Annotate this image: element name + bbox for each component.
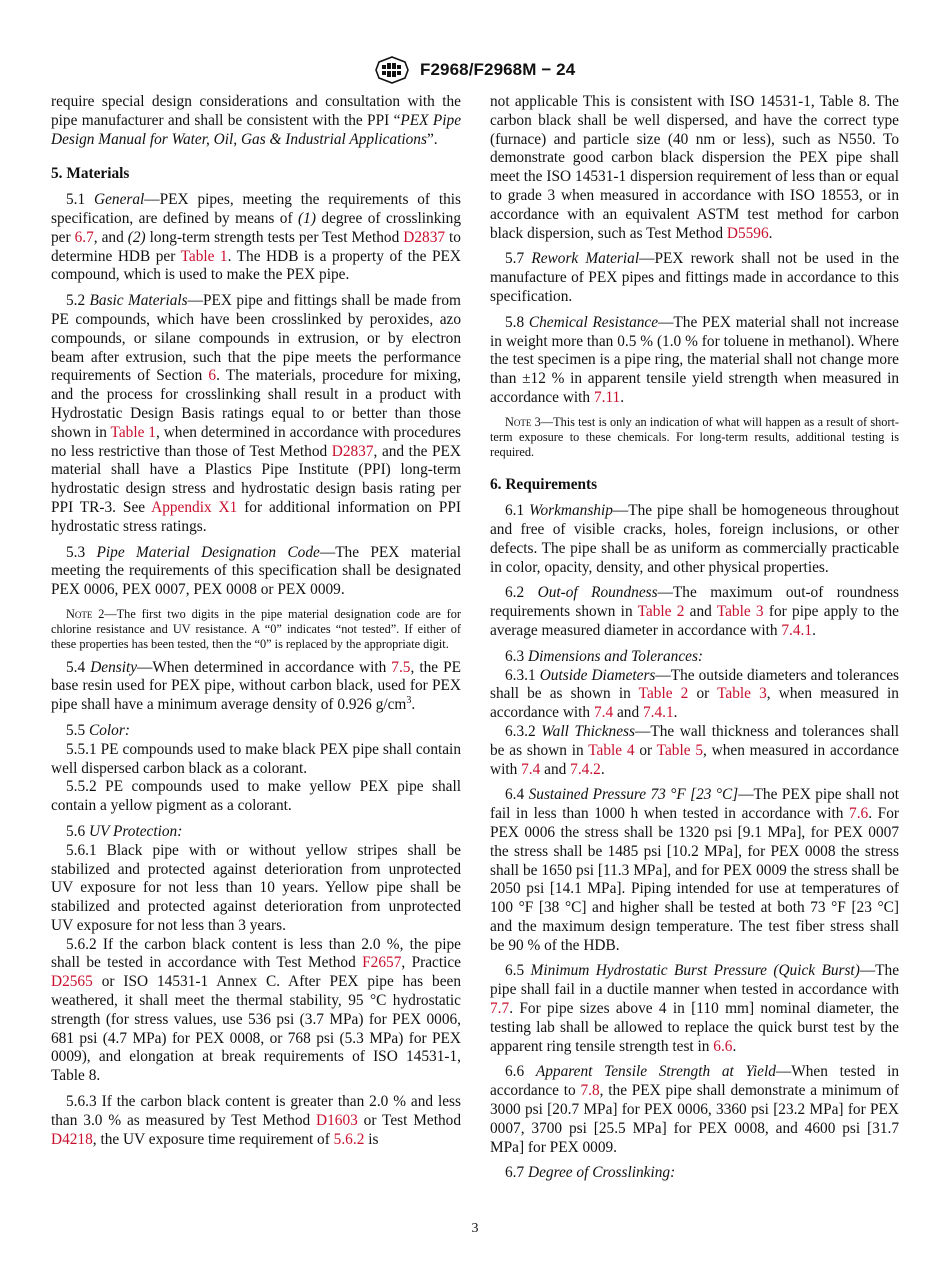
link-6-6[interactable]: 6.6	[713, 1037, 733, 1055]
link-7-4[interactable]: 7.4	[593, 704, 614, 722]
page-number: 3	[471, 1221, 479, 1236]
section-6-3-1: 6.3.1 Outside Diameters—The outside diameters and tolerances shall be as shown in Table 2 or Table 3, when measured in accordance with 7.4 and 7.4.1.	[490, 666, 900, 722]
standard-designation: F2968/F2968M − 24	[420, 60, 576, 79]
link-d2837[interactable]: D2837	[403, 228, 446, 246]
section-5-5-1: 5.5.1 PE compounds used to make black PEX pipe shall contain well dispersed carbon black as a colorant.	[51, 740, 461, 777]
page-header	[0, 56, 950, 84]
link-table-3[interactable]: Table 3	[716, 603, 764, 621]
link-5-6-2[interactable]: 5.6.2	[333, 1130, 365, 1148]
section-6-4: 6.4 Sustained Pressure 73 °F [23 °C]—The PEX pipe shall not fail in less than 1000 h when tested in accordance with 7.6. For PEX 0006 the stress shall be 1320 psi [9.1 MPa], for PEX 0007 the stress shall be 1485 psi [10.2 MPa], for PEX 0008 the stress shall be 1650 psi [11.3 MPa], and for PEX 0009 the stress shall be 2050 psi [14.1 MPa]. Piping intended for use at temperatures of 100 °F [38 °C] and higher shall be tested at both 73 °F [23 °C] and the maximum design temperature. The test fiber stress shall be 90 % of the HDB.	[490, 786, 900, 954]
link-7-4-2[interactable]: 7.4.2	[570, 760, 601, 778]
link-6-7[interactable]: 6.7	[74, 228, 94, 246]
paragraph-intro: require special design considerations and consultation with the pipe manufacturer and shall be consistent with the PPI “PEX Pipe Design Manual for Water, Oil, Gas & Industrial Applications”.	[51, 93, 461, 148]
section-5-6-3-continued: not applicable This is consistent with ISO 14531-1, Table 8. The carbon black shall be well dispersed, and have the correct type (furnace) and particle size (40 nm or less), such as N550. To demonstrate good carbon black dispersion the PEX pipe shall meet the ISO 14531-1 dispersion requirement of less than or equal to grade 3 when measured in accordance with ISO 18553, or in accordance with an equivalent ASTM test method for carbon black dispersion, such as Test Method D5596.	[490, 93, 899, 242]
section-5-6-3: 5.6.3 If the carbon black content is greater than 2.0 % and less than 3.0 % as measured by Test Method D1603 or Test Method D4218, the UV exposure time requirement of 5.6.2 is	[51, 1093, 461, 1148]
left-column	[51, 93, 461, 1156]
link-f2657[interactable]: F2657	[362, 954, 402, 972]
section-5-6: 5.6 UV Protection:	[66, 822, 183, 840]
link-table-1[interactable]: Table 1	[180, 247, 228, 265]
link-appendix-x1[interactable]: Appendix X1	[151, 498, 238, 516]
section-heading-requirements: 6. Requirements	[490, 476, 598, 494]
section-6-6: 6.6 Apparent Tensile Strength at Yield—When tested in accordance to 7.8, the PEX pipe shall demonstrate a minimum of 3000 psi [20.7 MPa] for PEX 0006, 3360 psi [23.2 MPa] for PEX 0007, 3700 psi [25.5 MPa] for PEX 0008, and 4600 psi [31.7 MPa] for PEX 0009.	[490, 1063, 900, 1156]
section-5-6-2: 5.6.2 If the carbon black content is less than 2.0 %, the pipe shall be tested in accordance with Test Method F2657, Practice D2565 or ISO 14531-1 Annex C. After PEX pipe has been weathered, it shall meet the thermal stability, 95 °C hydrostatic strength (for stress values, use 536 psi (3.7 MPa) for PEX 0006, 681 psi (4.7 MPa) for PEX 0008, or 768 psi (5.3 MPa) for PEX 0009), and elongation at break requirements of ISO 14531-1, Table 8.	[51, 935, 461, 1085]
section-5-5: 5.5 Color:	[66, 721, 130, 739]
link-d2837[interactable]: D2837	[331, 442, 374, 460]
section-5-4: 5.4 Density—When determined in accordance with 7.5, the PE base resin used for PEX pipe, without carbon black, used for PEX pipe shall have a minimum average density of 0.926 $g/cm^3$.	[51, 658, 461, 714]
section-6-3-2: 6.3.2 Wall Thickness—The wall thickness and tolerances shall be as shown in Table 4 or Table 5, when measured in accordance with 7.4 and 7.4.2.	[490, 722, 900, 778]
link-d4218[interactable]: D4218	[51, 1130, 93, 1148]
link-7-4[interactable]: 7.4	[521, 760, 541, 778]
link-table-4[interactable]: Table 4	[588, 741, 635, 759]
link-7-4-1[interactable]: 7.4.1	[781, 621, 813, 639]
link-table-2[interactable]: Table 2	[638, 685, 689, 703]
link-7-5[interactable]: 7.5	[391, 658, 411, 676]
link-7-8[interactable]: 7.8	[580, 1082, 600, 1100]
section-6-3: 6.3 Dimensions and Tolerances:	[505, 647, 704, 665]
section-5-1: 5.1 General—PEX pipes, meeting the requirements of this specification, are defined by means of (1) degree of crosslinking per 6.7, and (2) long-term strength tests per Test Method D2837 to determine HDB per Table 1. The HDB is a property of the PEX compound, which is used to make the PEX pipe.	[51, 191, 462, 284]
link-table-5[interactable]: Table 5	[656, 741, 703, 759]
link-table-1[interactable]: Table 1	[110, 423, 156, 441]
section-5-3: 5.3 Pipe Material Designation Code—The PEX material meeting the requirements of this specification shall be designated PEX 0006, PEX 0007, PEX 0008 or PEX 0009.	[51, 543, 462, 599]
note-2: Note 2—The first two digits in the pipe material designation code are for chlorine resistance and UV resistance. A “0” indicates “not tested”. If either of these properties has been tested, then the “0” is replaced by the appropriate digit.	[51, 606, 461, 652]
astm-logo	[374, 56, 410, 84]
section-5-7: 5.7 Rework Material—PEX rework shall not be used in the manufacture of PEX pipes and fittings made in accordance to this specification.	[490, 250, 900, 305]
link-d5596[interactable]: D5596	[726, 224, 769, 242]
link-7-4-1[interactable]: 7.4.1	[642, 704, 674, 722]
section-5-8: 5.8 Chemical Resistance—The PEX material shall not increase in weight more than 0.5 % (1.0 % for toluene in methanol). Where the test specimen is a pipe ring, the material shall not change more than ±12 % in apparent tensile yield strength when measured in accordance with 7.11.	[490, 313, 899, 406]
note-3: Note 3—This test is only an indication of what will happen as a result of short-term exposure to these chemicals. For long-term results, additional testing is required.	[490, 414, 900, 460]
link-7-6[interactable]: 7.6	[849, 805, 869, 823]
section-5-2: 5.2 Basic Materials—PEX pipe and fittings shall be made from PE compounds, which have been crosslinked by peroxides, azo compounds, or silane compounds in extrusion, or by electron beam after extrusion, such that the pipe meets the performance requirements of Section 6. The materials, procedure for mixing, and the process for crosslinking shall result in a product with Hydrostatic Design Basis ratings equal to or better than those shown in Table 1, when determined in accordance with procedures no less restrictive than those of Test Method D2837, and the PEX material shall have a Plastics Pipe Institute (PPI) long-term hydrostatic design stress and hydrostatic design basis rating per PPI TR-3. See Appendix X1 for additional information on PPI hydrostatic stress ratings.	[51, 292, 461, 535]
link-section-6[interactable]: 6	[208, 367, 217, 385]
link-7-7[interactable]: 7.7	[490, 1000, 510, 1018]
section-6-5: 6.5 Minimum Hydrostatic Burst Pressure (Quick Burst)—The pipe shall fail in a ductile manner when tested in accordance with 7.7. For pipe sizes above 4 in [110 mm] nominal diameter, the testing lab shall be allowed to replace the quick burst test by the apparent ring tensile strength test in 6.6.	[490, 962, 900, 1055]
section-6-7: 6.7 Degree of Crosslinking:	[505, 1164, 676, 1182]
section-6-2: 6.2 Out-of Roundness—The maximum out-of roundness requirements shown in Table 2 and Table 3 for pipe apply to the average measured diameter in accordance with 7.4.1.	[490, 584, 899, 639]
section-5-5-2: 5.5.2 PE compounds used to make yellow PEX pipe shall contain a yellow pigment as a colorant.	[51, 778, 461, 815]
right-column	[490, 93, 899, 1190]
section-5-6-1: 5.6.1 Black pipe with or without yellow stripes shall be stabilized and protected against deterioration from unprotected UV exposure for not less than 10 years. Yellow pipe shall be stabilized and protected against deterioration from unprotected UV exposure for not less than 3 years.	[51, 841, 461, 934]
section-heading-materials: 5. Materials	[51, 165, 130, 183]
section-6-1: 6.1 Workmanship—The pipe shall be homogeneous throughout and free of visible cracks, holes, foreign inclusions, or other defects. The pipe shall be as uniform as commercially practicable in color, opacity, density, and other physical properties.	[490, 502, 900, 576]
link-d2565[interactable]: D2565	[51, 973, 93, 991]
link-table-3[interactable]: Table 3	[717, 685, 767, 703]
link-d1603[interactable]: D1603	[316, 1111, 358, 1129]
link-7-11[interactable]: 7.11	[593, 388, 621, 406]
link-table-2[interactable]: Table 2	[637, 603, 685, 621]
